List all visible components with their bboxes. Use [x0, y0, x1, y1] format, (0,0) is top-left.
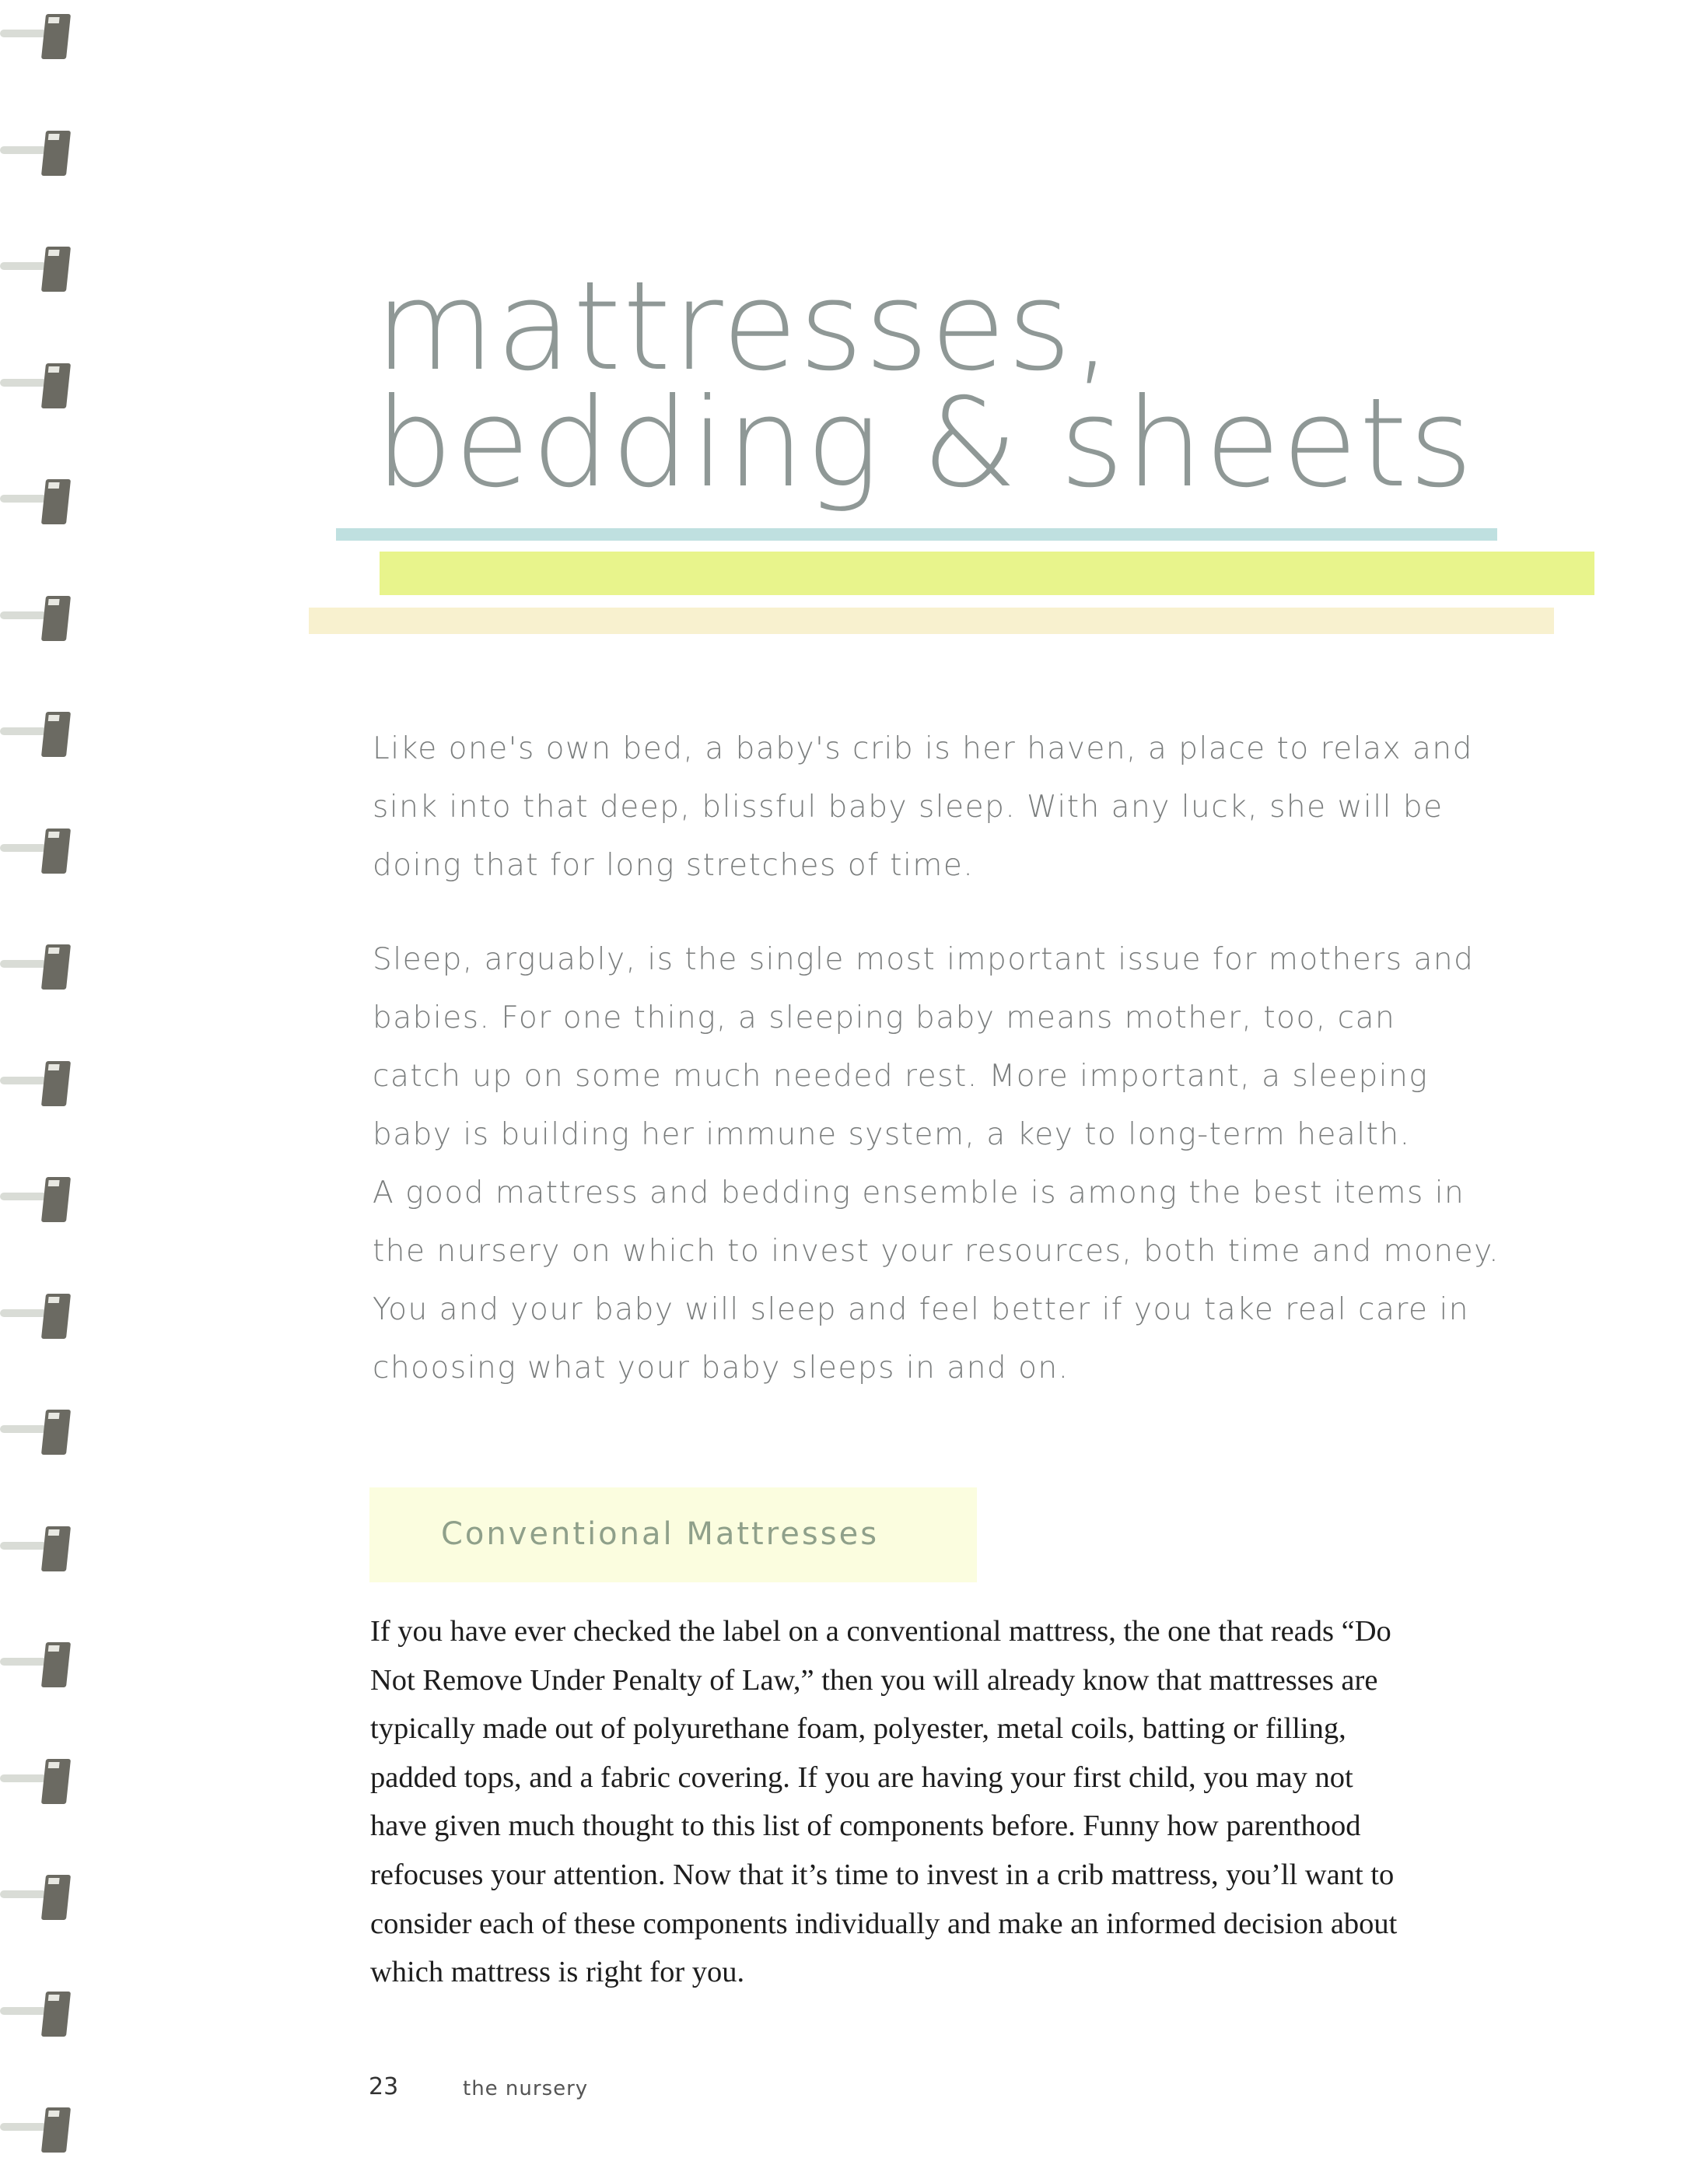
- binding-hole: [41, 247, 71, 292]
- binding-ring: [0, 1636, 72, 1690]
- binding-wire: [0, 262, 47, 270]
- binding-ring: [0, 1171, 72, 1225]
- binding-wire: [0, 1077, 47, 1084]
- section-heading-box: [369, 1487, 977, 1582]
- intro-paragraph-1: [373, 720, 1473, 895]
- binding-hole: [41, 1410, 71, 1455]
- text-line: babies. For one thing, a sleeping baby means mother, too, can: [373, 1000, 1396, 1035]
- binding-ring: [0, 8, 72, 62]
- binding-ring: [0, 590, 72, 644]
- text-line: the nursery on which to invest your resources, both time and money.: [373, 1234, 1500, 1269]
- text-line: refocuses your attention. Now that it’s time to invest in a crib mattress, you’ll want to: [370, 1858, 1395, 1891]
- binding-ring: [0, 240, 72, 295]
- binding-hole: [41, 131, 71, 176]
- binding-hole: [41, 1061, 71, 1106]
- binding-wire: [0, 379, 47, 387]
- binding-ring: [0, 1869, 72, 1923]
- binding-wire: [0, 844, 47, 852]
- binding-ring: [0, 1287, 72, 1342]
- binding-wire: [0, 30, 47, 37]
- binding-ring: [0, 1403, 72, 1458]
- binding-ring: [0, 2101, 72, 2156]
- binding-ring: [0, 706, 72, 760]
- binding-wire: [0, 1658, 47, 1666]
- binding-wire: [0, 2123, 47, 2131]
- running-footer: the nursery: [463, 2077, 589, 2100]
- text-line: Like one's own bed, a baby's crib is her haven, a place to relax and: [373, 731, 1473, 766]
- binding-ring: [0, 357, 72, 412]
- binding-ring: [0, 1520, 72, 1575]
- binding-ring: [0, 473, 72, 527]
- binding-hole: [41, 479, 71, 524]
- binding-hole: [41, 14, 71, 59]
- decorative-beige-stripe: [309, 608, 1554, 634]
- binding-hole: [41, 944, 71, 990]
- binding-hole: [41, 1992, 71, 2037]
- binding-wire: [0, 1542, 47, 1550]
- section-body-paragraph: [370, 1607, 1397, 1997]
- spiral-binding: [0, 0, 86, 2179]
- binding-hole: [41, 829, 71, 874]
- title-line-2: bedding & sheets: [375, 372, 1475, 515]
- binding-hole: [41, 1875, 71, 1920]
- binding-hole: [41, 1177, 71, 1222]
- binding-wire: [0, 2007, 47, 2015]
- text-line: padded tops, and a fabric covering. If you are having your first child, you may not: [370, 1760, 1353, 1794]
- binding-wire: [0, 1774, 47, 1782]
- page-number: 23: [369, 2073, 399, 2100]
- binding-ring: [0, 1985, 72, 2040]
- text-line: You and your baby will sleep and feel better if you take real care in: [373, 1292, 1469, 1327]
- text-line: baby is building her immune system, a key to long-term health.: [373, 1117, 1411, 1152]
- binding-wire: [0, 1425, 47, 1433]
- text-line: choosing what your baby sleeps in and on.: [373, 1350, 1069, 1386]
- page-title: [375, 255, 1475, 515]
- text-line: have given much thought to this list of components before. Funny how parenthood: [370, 1809, 1361, 1843]
- decorative-blue-stripe: [336, 528, 1497, 541]
- binding-wire: [0, 727, 47, 735]
- section-heading: Conventional Mattresses: [441, 1516, 880, 1552]
- binding-wire: [0, 495, 47, 503]
- text-line: Sleep, arguably, is the single most important issue for mothers and: [373, 942, 1475, 977]
- text-line: catch up on some much needed rest. More important, a sleeping: [373, 1059, 1429, 1094]
- binding-wire: [0, 1193, 47, 1200]
- binding-hole: [41, 1759, 71, 1804]
- binding-hole: [41, 363, 71, 408]
- binding-wire: [0, 611, 47, 619]
- text-line: consider each of these components individually and make an informed decision about: [370, 1907, 1398, 1940]
- binding-ring: [0, 822, 72, 877]
- binding-hole: [41, 596, 71, 641]
- text-line: Not Remove Under Penalty of Law,” then you will already know that mattresses are: [370, 1663, 1378, 1697]
- binding-hole: [41, 2107, 71, 2153]
- binding-wire: [0, 146, 47, 154]
- binding-wire: [0, 1309, 47, 1317]
- binding-hole: [41, 1526, 71, 1571]
- text-line: sink into that deep, blissful baby sleep. With any luck, she will be: [373, 790, 1444, 825]
- binding-wire: [0, 960, 47, 968]
- text-line: If you have ever checked the label on a conventional mattress, the one that reads “Do: [370, 1615, 1391, 1648]
- text-line: which mattress is right for you.: [370, 1956, 745, 1989]
- decorative-green-stripe: [380, 552, 1594, 595]
- title-line-1: mattresses,: [375, 255, 1114, 398]
- text-line: doing that for long stretches of time.: [373, 848, 975, 883]
- intro-paragraph-2: [373, 930, 1500, 1397]
- binding-wire: [0, 1890, 47, 1898]
- text-line: A good mattress and bedding ensemble is among the best items in: [373, 1175, 1465, 1210]
- binding-hole: [41, 712, 71, 757]
- binding-ring: [0, 1055, 72, 1109]
- text-line: typically made out of polyurethane foam, polyester, metal coils, batting or filling,: [370, 1712, 1346, 1746]
- binding-ring: [0, 938, 72, 993]
- binding-ring: [0, 1753, 72, 1807]
- binding-hole: [41, 1642, 71, 1687]
- binding-ring: [0, 124, 72, 179]
- binding-hole: [41, 1294, 71, 1339]
